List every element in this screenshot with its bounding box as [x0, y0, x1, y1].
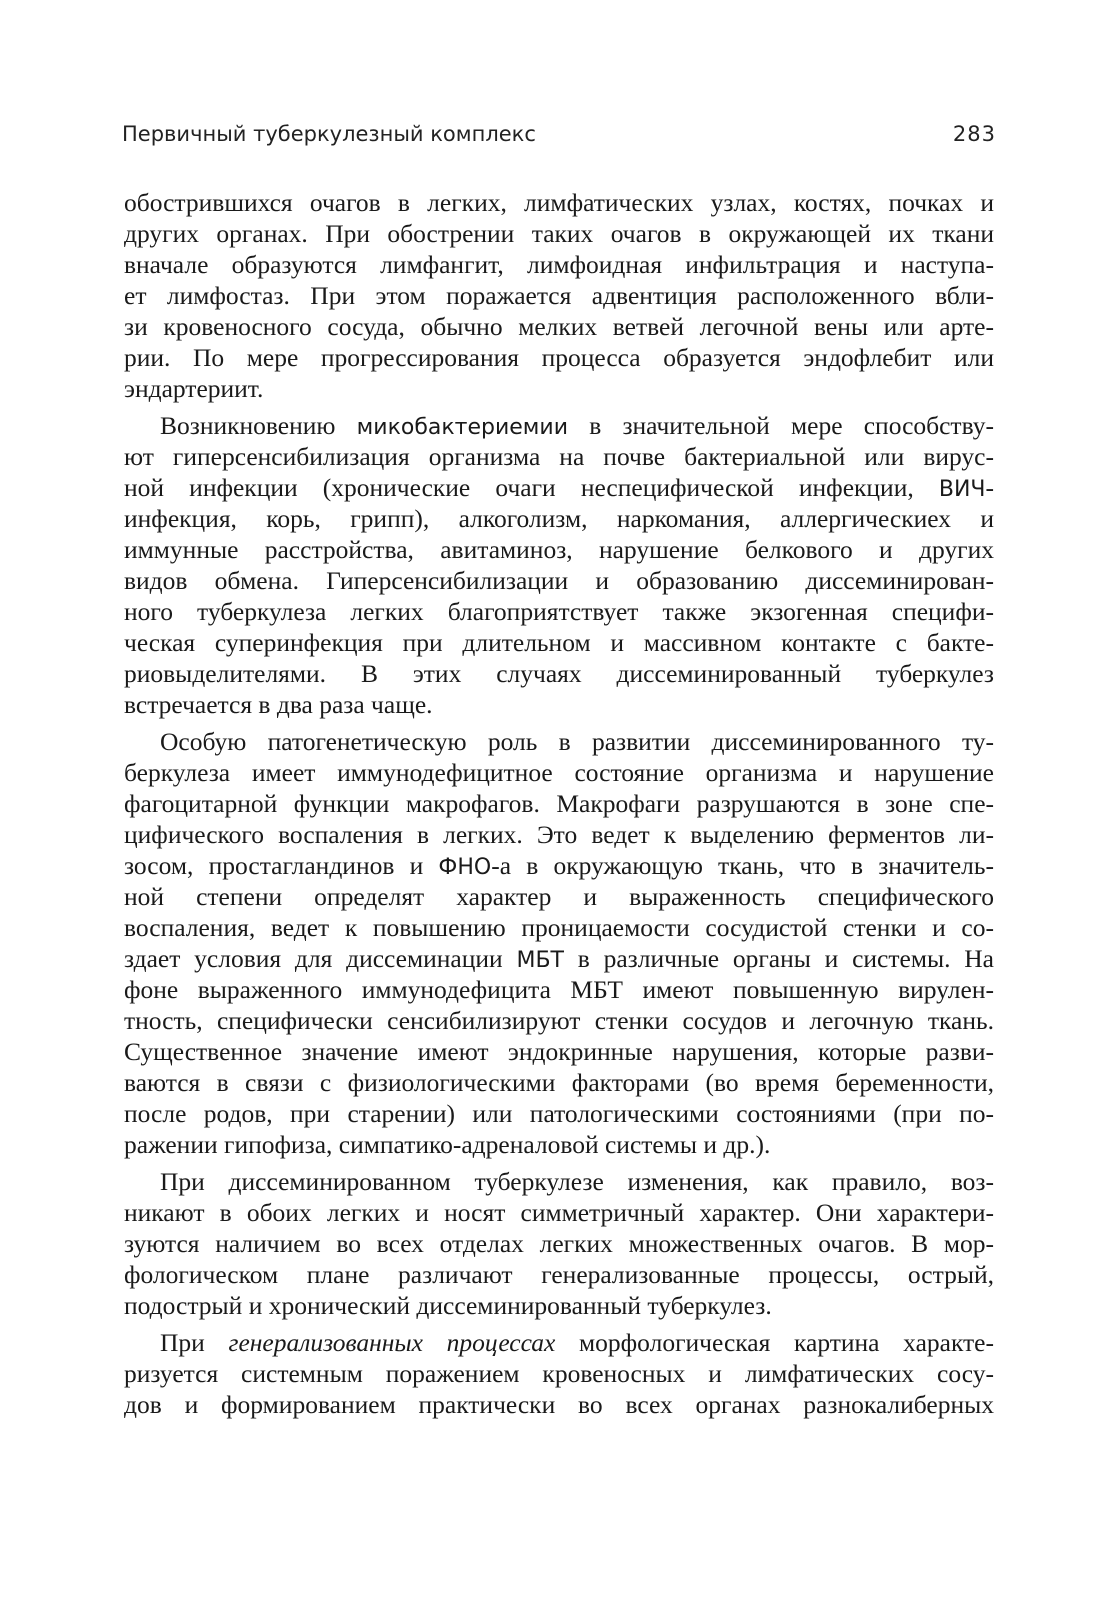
text-line: ного туберкулеза легких благоприятствует также экзогенная специфи- — [124, 597, 994, 626]
text-line: подострый и хронический диссеминированный туберкулез. — [124, 1291, 772, 1320]
text-line: беркулеза имеет иммунодефицитное состояние организма и нарушение — [124, 758, 994, 787]
italic-term: генерализованных процессах — [228, 1328, 556, 1357]
text-line: ризуется системным поражением кровеносных и лимфатических сосу- — [124, 1359, 994, 1388]
text-line: зи кровеносного сосуда, обычно мелких ветвей легочной вены или арте- — [124, 312, 994, 341]
text-line: ной степени определят характер и выраженность специфического — [124, 882, 994, 911]
paragraph — [124, 1327, 994, 1420]
text-line: обострившихся очагов в легких, лимфатических узлах, костях, почках и — [124, 188, 994, 217]
running-header — [122, 122, 996, 156]
text-line: ют гиперсенсибилизация организма на почве бактериальной или вирус- — [124, 442, 994, 471]
text-line: видов обмена. Гиперсенсибилизации и образованию диссеминирован- — [124, 566, 994, 595]
text-line: инфекция, корь, грипп), алкоголизм, наркомания, аллергическиех и — [124, 504, 994, 533]
sans-term: ВИЧ — [938, 477, 986, 502]
body-text — [124, 187, 994, 1420]
text-line: При генерализованных процессах морфологическая картина характе- — [160, 1328, 994, 1357]
text-line: ет лимфостаз. При этом поражается адвентиция расположенного вбли- — [124, 281, 994, 310]
text-line: здает условия для диссеминации МБТ в различные органы и системы. На — [124, 944, 994, 973]
running-title: Первичный туберкулезный комплекс — [122, 122, 536, 146]
text-line: При диссеминированном туберкулезе изменения, как правило, воз- — [160, 1167, 994, 1196]
text-line: встречается в два раза чаще. — [124, 690, 433, 719]
text-line: фагоцитарной функции макрофагов. Макрофаги разрушаются в зоне спе- — [124, 789, 994, 818]
text-line: после родов, при старении) или патологическими состояниями (при по- — [124, 1099, 994, 1128]
text-line: других органах. При обострении таких очагов в окружающей их ткани — [124, 219, 994, 248]
paragraph — [124, 1166, 994, 1321]
text-line: воспаления, ведет к повышению проницаемости сосудистой стенки и со- — [124, 913, 994, 942]
text-line: дов и формированием практически во всех органах разнокалиберных — [124, 1390, 994, 1419]
text-line: иммунные расстройства, авитаминоз, нарушение белкового и других — [124, 535, 994, 564]
sans-term: микобактериемии — [356, 415, 568, 440]
text-line: зосом, простагландинов и ФНО-а в окружающую ткань, что в значитель- — [124, 851, 994, 880]
text-line: никают в обоих легких и носят симметричный характер. Они характери- — [124, 1198, 994, 1227]
text-line: фоне выраженного иммунодефицита МБТ имеют повышенную вирулен- — [124, 975, 994, 1004]
text-line: Существенное значение имеют эндокринные нарушения, которые разви- — [124, 1037, 994, 1066]
text-line: цифического воспаления в легких. Это ведет к выделению ферментов ли- — [124, 820, 994, 849]
text-line: фологическом плане различают генерализованные процессы, острый, — [124, 1260, 994, 1289]
paragraph — [124, 726, 994, 1160]
sans-term: ФНО — [438, 855, 492, 880]
text-line: ваются в связи с физиологическими факторами (во время беременности, — [124, 1068, 994, 1097]
text-line: ческая суперинфекция при длительном и массивном контакте с бакте- — [124, 628, 994, 657]
text-line: тность, специфически сенсибилизируют стенки сосудов и легочную ткань. — [124, 1006, 994, 1035]
paragraph — [124, 187, 994, 404]
text-line: Возникновению микобактериемии в значительной мере способству- — [160, 411, 994, 440]
text-line: ражении гипофиза, симпатико-адреналовой системы и др.). — [124, 1130, 771, 1159]
text-line: Особую патогенетическую роль в развитии диссеминированного ту- — [160, 727, 994, 756]
sans-term: МБТ — [516, 948, 564, 973]
text-line: рии. По мере прогрессирования процесса образуется эндофлебит или — [124, 343, 994, 372]
text-line: эндартериит. — [124, 374, 264, 403]
text-line: зуются наличием во всех отделах легких множественных очагов. В мор- — [124, 1229, 994, 1258]
text-line: ной инфекции (хронические очаги неспецифической инфекции, ВИЧ- — [124, 473, 994, 502]
text-line: риовыделителями. В этих случаях диссеминированный туберкулез — [124, 659, 994, 688]
page-number: 283 — [952, 122, 996, 146]
text-line: вначале образуются лимфангит, лимфоидная инфильтрация и наступа- — [124, 250, 994, 279]
paragraph — [124, 410, 994, 720]
